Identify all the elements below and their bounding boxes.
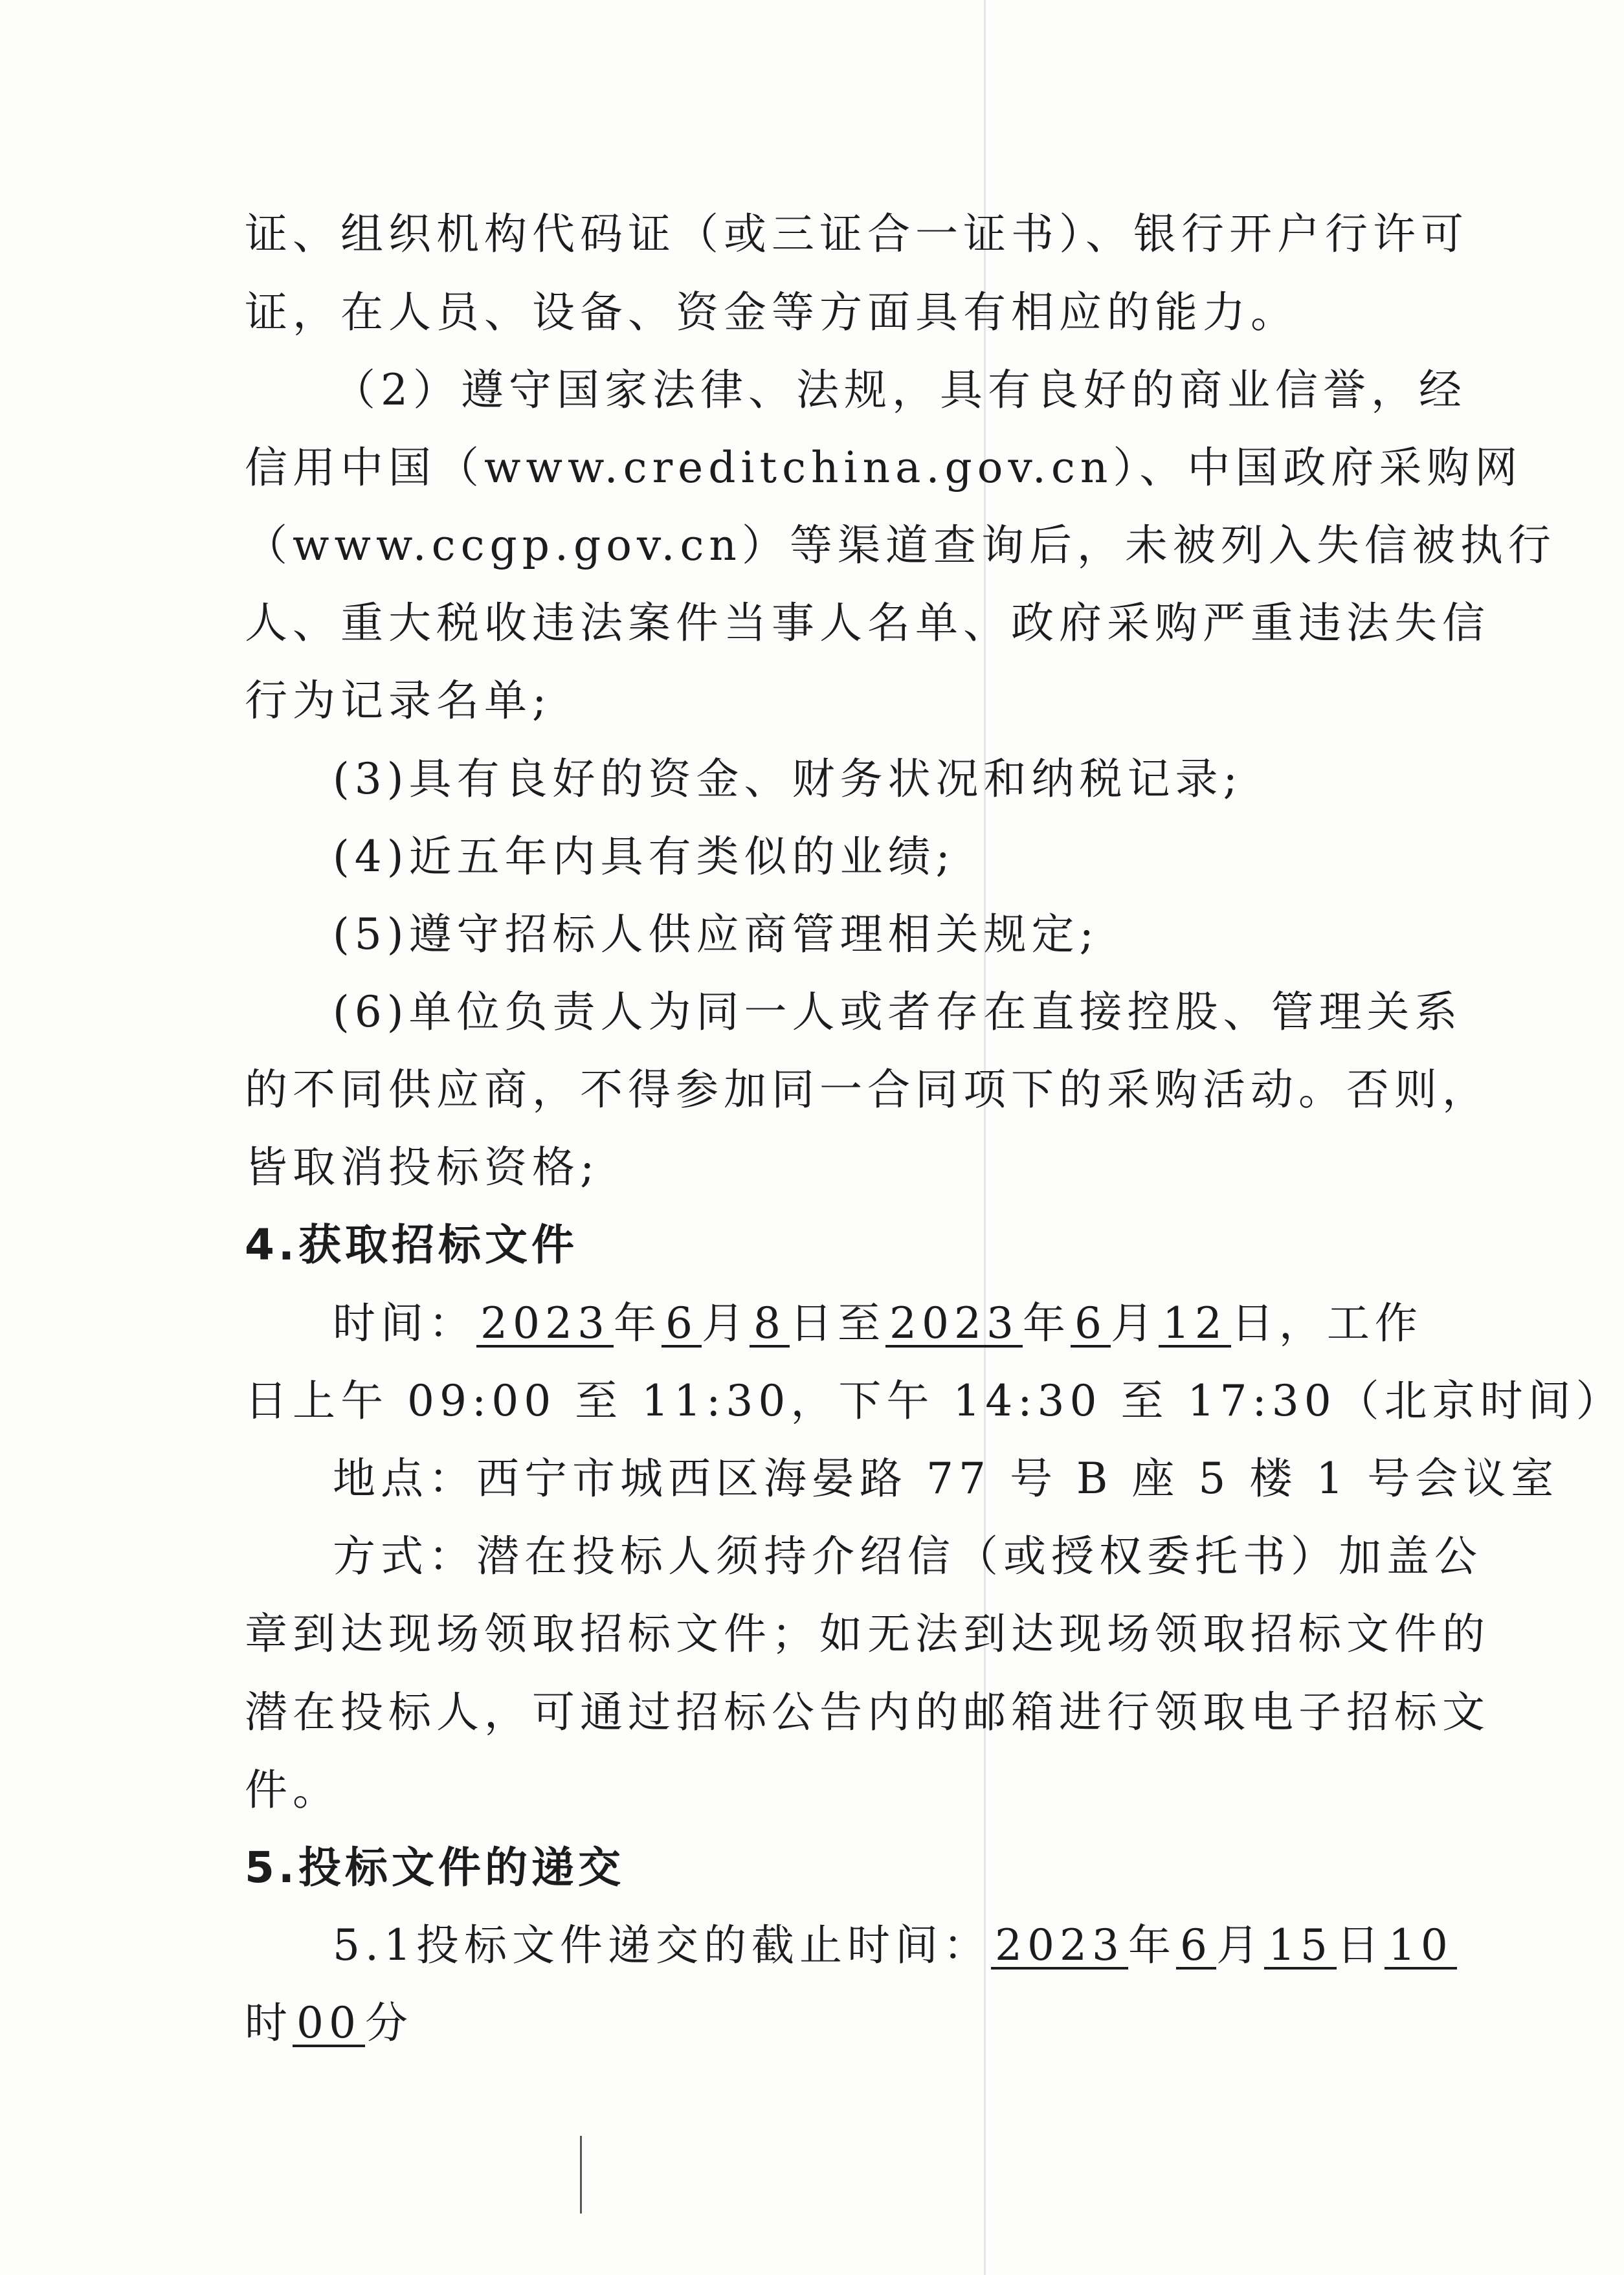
deadline-minute: 00 — [293, 2002, 365, 2047]
time-label: 时间： — [333, 1298, 476, 1348]
body-text-line: (3)具有良好的资金、财务状况和纳税记录; — [333, 754, 1243, 804]
year-char: 年 — [1022, 1298, 1071, 1348]
body-text-line: (6)单位负责人为同一人或者存在直接控股、管理关系 — [333, 987, 1463, 1037]
day-char: 日 — [789, 1298, 838, 1348]
deadline-year: 2023 — [991, 1924, 1128, 1970]
body-text-line: 行为记录名单; — [245, 676, 552, 726]
month-char: 月 — [701, 1298, 750, 1348]
deadline-hour: 10 — [1385, 1924, 1457, 1970]
body-text-line: 皆取消投标资格; — [245, 1142, 600, 1192]
month-char: 月 — [1110, 1298, 1159, 1348]
acquisition-method-line: 章到达现场领取招标文件；如无法到达现场领取招标文件的 — [245, 1609, 1490, 1659]
deadline-month: 6 — [1176, 1924, 1216, 1970]
start-month: 6 — [662, 1302, 702, 1348]
acquisition-place-line: 地点：西宁市城西区海晏路 77 号 B 座 5 楼 1 号会议室 — [333, 1454, 1559, 1504]
month-char: 月 — [1216, 1920, 1264, 1970]
body-text-line: 信用中国（www.creditchina.gov.cn）、中国政府采购网 — [245, 443, 1523, 493]
end-day: 12 — [1159, 1302, 1231, 1348]
year-char: 年 — [1128, 1920, 1176, 1970]
day-tail: 日，工作 — [1230, 1298, 1423, 1348]
deadline-day: 15 — [1264, 1924, 1337, 1970]
end-year: 2023 — [885, 1302, 1023, 1348]
body-text-line: （www.ccgp.gov.cn）等渠道查询后，未被列入失信被执行 — [245, 520, 1556, 570]
acquisition-method-line: 方式：潜在投标人须持介绍信（或授权委托书）加盖公 — [333, 1531, 1482, 1581]
end-month: 6 — [1071, 1302, 1111, 1348]
year-char: 年 — [613, 1298, 662, 1348]
deadline-label: 5.1投标文件递交的截止时间： — [333, 1920, 991, 1970]
hour-char: 时 — [245, 1998, 293, 2048]
body-text-line: 证、组织机构代码证（或三证合一证书）、银行开户行许可 — [245, 209, 1469, 259]
minute-char: 分 — [364, 1998, 413, 2048]
body-text-line: (4)近五年内具有类似的业绩; — [333, 832, 955, 882]
section-heading: 5.投标文件的递交 — [245, 1843, 625, 1892]
start-day: 8 — [750, 1302, 790, 1348]
day-char: 日 — [1336, 1920, 1385, 1970]
deadline-line — [333, 1920, 1453, 1971]
to-char: 至 — [837, 1298, 885, 1348]
start-year: 2023 — [476, 1302, 614, 1348]
body-text-line: 证，在人员、设备、资金等方面具有相应的能力。 — [245, 287, 1298, 337]
section-heading: 4.获取招标文件 — [245, 1220, 578, 1270]
acquisition-hours-line: 日上午 09:00 至 11:30，下午 14:30 至 17:30（北京时间） — [245, 1376, 1624, 1426]
acquisition-time-line — [333, 1298, 1423, 1349]
body-text-line: (5)遵守招标人供应商管理相关规定; — [333, 909, 1099, 959]
acquisition-method-line: 潜在投标人，可通过招标公告内的邮箱进行领取电子招标文 — [245, 1687, 1490, 1737]
body-text-line: 的不同供应商，不得参加同一合同项下的采购活动。否则， — [245, 1065, 1490, 1115]
body-text-line: 人、重大税收违法案件当事人名单、政府采购严重违法失信 — [245, 598, 1490, 648]
body-text-line: （2）遵守国家法律、法规，具有良好的商业信誉，经 — [333, 365, 1467, 415]
deadline-line-cont — [245, 1997, 1384, 2049]
acquisition-method-line: 件。 — [245, 1765, 340, 1815]
